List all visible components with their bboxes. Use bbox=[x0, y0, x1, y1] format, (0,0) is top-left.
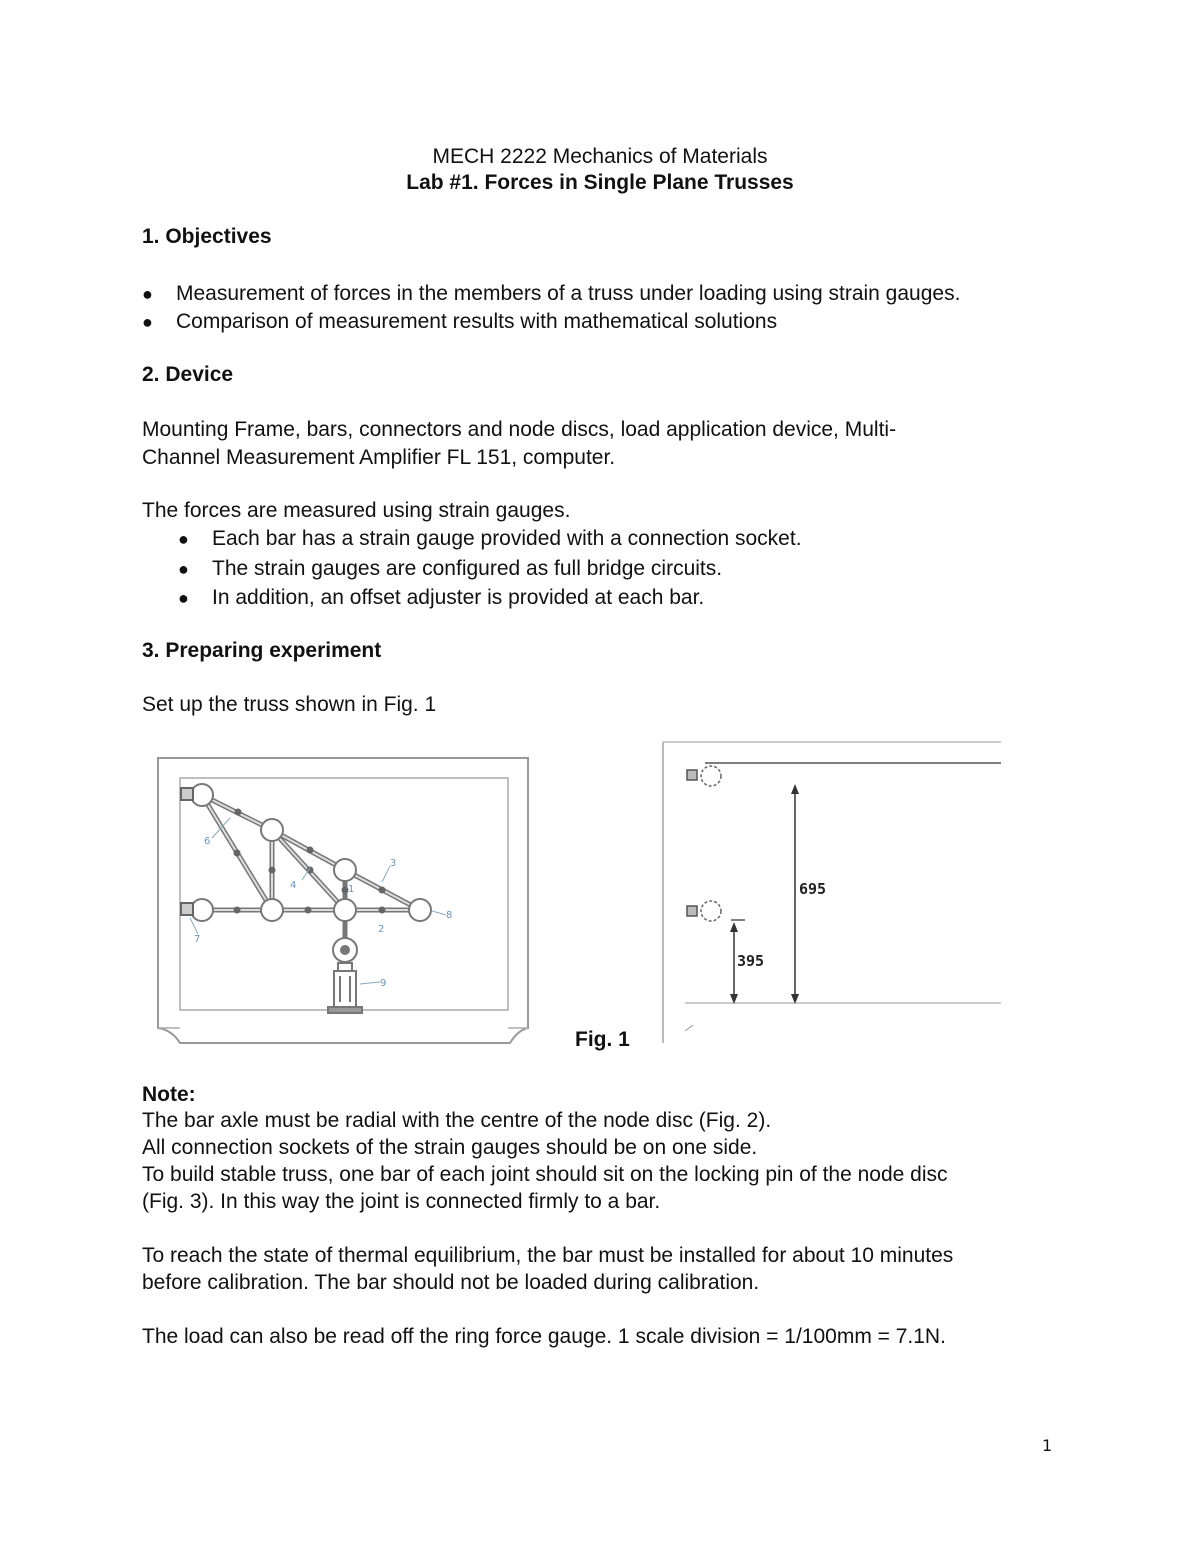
note-line: To build stable truss, one bar of each joint should sit on the locking pin of the node disc bbox=[142, 1163, 948, 1186]
dimension-label-395: 395 bbox=[737, 952, 765, 970]
bullet-icon: ● bbox=[142, 312, 153, 332]
objective-item: Comparison of measurement results with mathematical solutions bbox=[176, 310, 778, 333]
member-label: 7 bbox=[194, 934, 201, 945]
dimension-label-695: 695 bbox=[799, 880, 827, 898]
device-item: The strain gauges are configured as full bridge circuits. bbox=[212, 557, 723, 580]
objective-item: Measurement of forces in the members of a truss under loading using strain gauges. bbox=[176, 282, 961, 305]
member-label: 3 bbox=[390, 858, 397, 869]
device-heading: 2. Device bbox=[142, 363, 234, 386]
course-title: MECH 2222 Mechanics of Materials bbox=[432, 145, 768, 168]
bullet-icon: ● bbox=[178, 559, 189, 579]
member-label: 2 bbox=[378, 924, 385, 935]
dimension-diagram bbox=[655, 738, 1005, 1048]
device-intro: The forces are measured using strain gauges. bbox=[142, 499, 571, 522]
page-number: 1 bbox=[1042, 1436, 1053, 1455]
member-label: 6 bbox=[204, 836, 211, 847]
note-line: The bar axle must be radial with the centre of the node disc (Fig. 2). bbox=[142, 1109, 772, 1132]
note-line: (Fig. 3). In this way the joint is connected firmly to a bar. bbox=[142, 1190, 661, 1213]
bullet-icon: ● bbox=[178, 529, 189, 549]
member-label: 4 bbox=[290, 880, 297, 891]
lab-title: Lab #1. Forces in Single Plane Trusses bbox=[406, 171, 794, 194]
note-line: All connection sockets of the strain gauges should be on one side. bbox=[142, 1136, 758, 1159]
bullet-icon: ● bbox=[178, 588, 189, 608]
member-label: 9 bbox=[380, 978, 387, 989]
objectives-heading: 1. Objectives bbox=[142, 225, 272, 248]
note-heading: Note: bbox=[142, 1083, 196, 1106]
member-label: 8 bbox=[446, 910, 453, 921]
figure-caption: Fig. 1 bbox=[575, 1028, 630, 1051]
preparing-heading: 3. Preparing experiment bbox=[142, 639, 382, 662]
device-paragraph-line1: Mounting Frame, bars, connectors and node discs, load application device, Multi- bbox=[142, 418, 897, 441]
truss-diagram bbox=[150, 750, 540, 1050]
preparing-instruction: Set up the truss shown in Fig. 1 bbox=[142, 693, 437, 716]
device-item: Each bar has a strain gauge provided with a connection socket. bbox=[212, 527, 802, 550]
device-item: In addition, an offset adjuster is provided at each bar. bbox=[212, 586, 705, 609]
thermal-line: To reach the state of thermal equilibrium, the bar must be installed for about 10 minutes bbox=[142, 1244, 954, 1267]
bullet-icon: ● bbox=[142, 284, 153, 304]
device-paragraph-line2: Channel Measurement Amplifier FL 151, computer. bbox=[142, 446, 616, 469]
thermal-line: before calibration. The bar should not be loaded during calibration. bbox=[142, 1271, 760, 1294]
member-label: 1 bbox=[348, 884, 355, 895]
load-line: The load can also be read off the ring force gauge. 1 scale division = 1/100mm = 7.1N. bbox=[142, 1325, 946, 1348]
